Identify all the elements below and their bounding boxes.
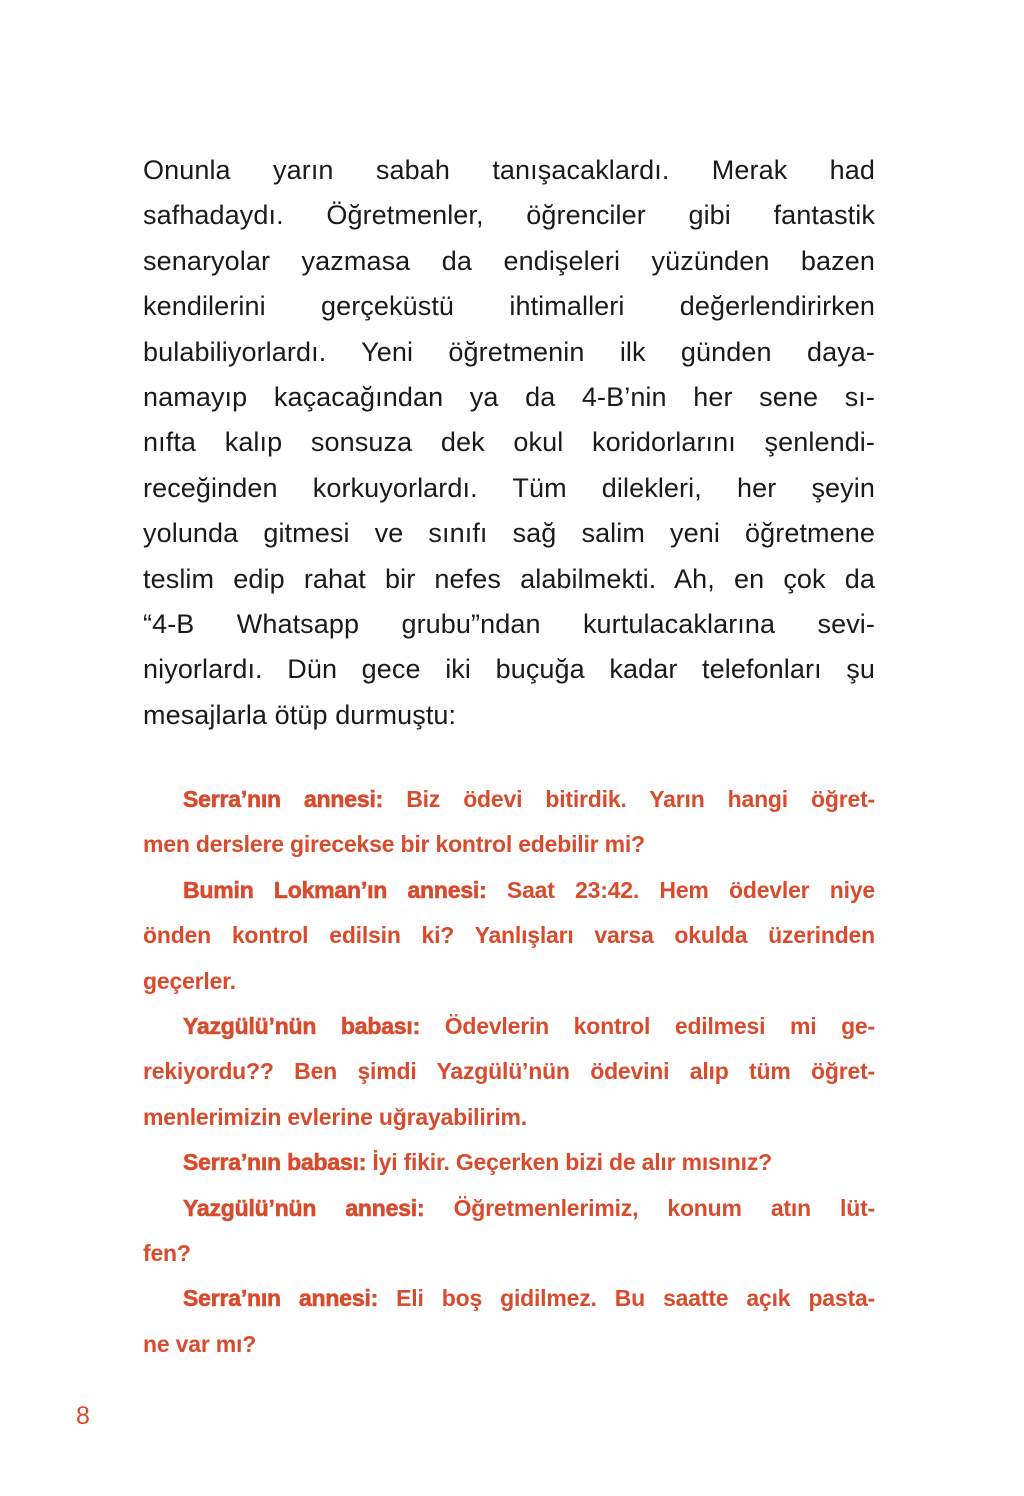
dialogue-line: [143, 1049, 875, 1094]
dialogue-line: [143, 1004, 875, 1049]
speaker-name: Bumin Lokman’ın annesi:: [183, 876, 487, 903]
message-text: geçerler.: [143, 967, 236, 994]
paragraph-line: mesajlarla ötüp durmuştu:: [143, 699, 457, 730]
dialogue-line: [143, 913, 875, 958]
dialogue-line: [143, 1095, 875, 1140]
paragraph-line: senaryolar yazmasa da endişeleri yüzünden bazen: [143, 245, 875, 276]
dialogue-line: [143, 777, 875, 822]
dialogue-line: [143, 868, 875, 913]
message-text: menlerimizin evlerine uğrayabilirim.: [143, 1103, 527, 1130]
speaker-name: Serra’nın annesi:: [183, 786, 384, 812]
message-text: İyi fikir. Geçerken bizi de alır mısınız?: [366, 1149, 772, 1176]
dialogue-line: [143, 959, 875, 1004]
message-text: önden kontrol edilsin ki? Yanlışları varsa okulda üzerinden: [143, 922, 875, 949]
paragraph-line: safhadaydı. Öğretmenler, öğrenciler gibi fantastik: [143, 200, 875, 231]
speaker-name: Yazgülü’nün babası:: [183, 1013, 421, 1040]
dialogue-line: [143, 1231, 875, 1276]
dialogue-line: [143, 1186, 875, 1231]
dialogue-line: [143, 1276, 875, 1321]
paragraph-line: “4-B Whatsapp grubu”ndan kurtulacaklarına sevi-: [143, 609, 875, 640]
paragraph-line: receğinden korkuyorlardı. Tüm dilekleri, her şeyin: [143, 472, 875, 503]
paragraph-line: namayıp kaçacağından ya da 4-B’nin her sene sı-: [143, 382, 875, 413]
dialogue-line: [143, 1140, 875, 1185]
message-text: Biz ödevi bitirdik. Yarın hangi öğret-: [383, 786, 876, 812]
narrative-paragraph: [143, 148, 875, 738]
message-text: Saat 23:42. Hem ödevler niye: [486, 876, 875, 903]
speaker-name: Serra’nın annesi:: [183, 1285, 379, 1312]
paragraph-line: nıfta kalıp sonsuza dek okul koridorlarını şenlendi-: [143, 427, 875, 458]
page-number: 8: [76, 1402, 90, 1430]
whatsapp-dialogue: [143, 777, 875, 1367]
paragraph-line: kendilerini gerçeküstü ihtimalleri değerlendirirken: [143, 291, 875, 322]
message-text: rekiyordu?? Ben şimdi Yazgülü’nün ödevini alıp tüm öğret-: [143, 1058, 875, 1085]
message-text: men derslere girecekse bir kontrol edebilir mi?: [143, 831, 645, 858]
paragraph-line: bulabiliyorlardı. Yeni öğretmenin ilk günden daya-: [143, 336, 875, 367]
message-text: Ödevlerin kontrol edilmesi mi ge-: [420, 1013, 875, 1040]
message-text: Öğretmenlerimiz, konum atın lüt-: [424, 1194, 875, 1221]
dialogue-line: [143, 1322, 875, 1367]
message-text: fen?: [143, 1240, 191, 1267]
dialogue-line: [143, 822, 875, 867]
paragraph-line: niyorlardı. Dün gece iki buçuğa kadar telefonları şu: [143, 654, 875, 685]
message-text: Eli boş gidilmez. Bu saatte açık pasta-: [378, 1285, 875, 1312]
speaker-name: Yazgülü’nün annesi:: [183, 1194, 425, 1221]
speaker-name: Serra’nın babası:: [183, 1149, 367, 1176]
paragraph-line: yolunda gitmesi ve sınıfı sağ salim yeni öğretmene: [143, 518, 875, 549]
paragraph-line: Onunla yarın sabah tanışacaklardı. Merak had: [143, 155, 875, 185]
paragraph-line: teslim edip rahat bir nefes alabilmekti. Ah, en çok da: [143, 563, 875, 594]
message-text: ne var mı?: [143, 1330, 257, 1357]
